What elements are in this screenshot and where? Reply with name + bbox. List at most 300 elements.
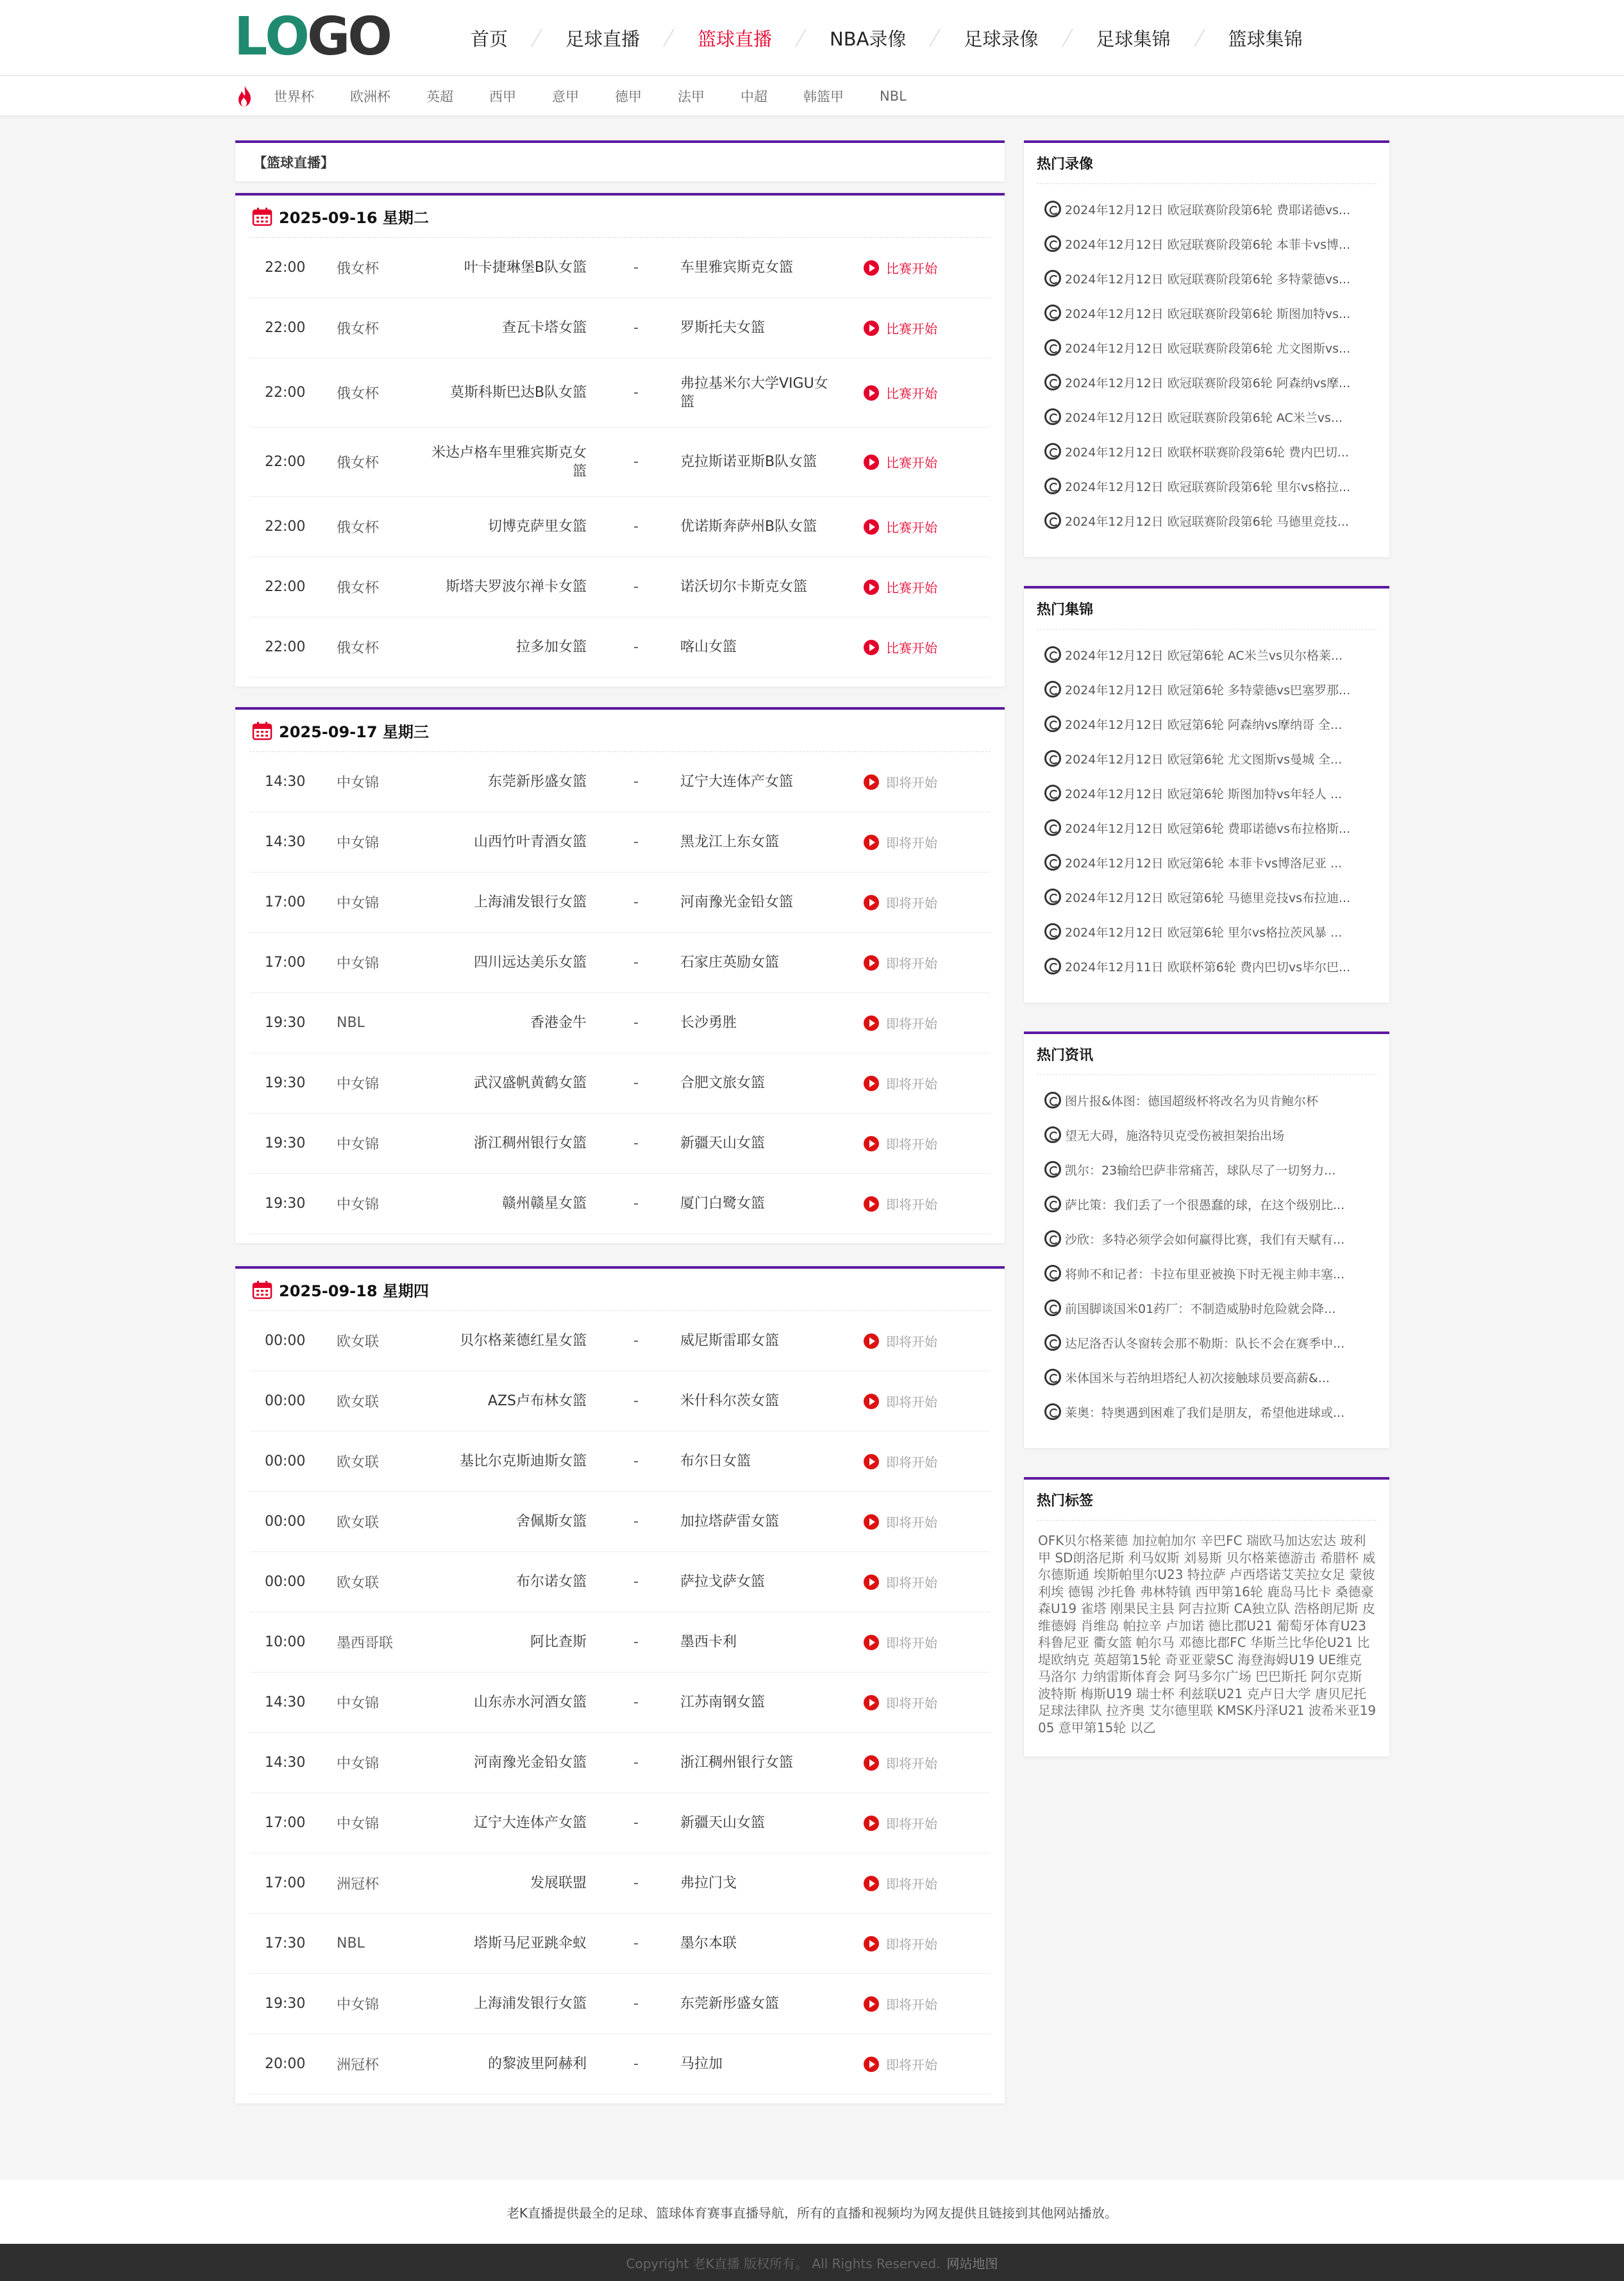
away-team[interactable]: 墨尔本联 [680, 1935, 737, 1951]
hot-news-panel [1024, 1032, 1389, 1448]
hot-news-title: 热门资讯 [1037, 1034, 1377, 1075]
match-status-button[interactable] [864, 1452, 937, 1471]
play-icon [864, 1695, 879, 1710]
replay-icon [1044, 270, 1061, 287]
home-team[interactable]: 浙江稠州银行女篮 [473, 1135, 587, 1151]
sidebar-item-label: 达尼洛否认冬窗转会那不勒斯：队长不会在赛季中... [1065, 1336, 1345, 1351]
match-row[interactable] [249, 1174, 991, 1234]
replay-icon [1044, 646, 1061, 663]
match-time: 00:00 [265, 1574, 306, 1590]
match-status-button[interactable] [864, 517, 937, 536]
away-team[interactable]: 马拉加 [680, 2056, 723, 2072]
home-team[interactable]: 的黎波里阿赫利 [487, 2056, 587, 2072]
nav-item-3[interactable]: NBA录像 [830, 28, 907, 50]
day-date: 2025-09-18 星期四 [279, 1282, 429, 1300]
match-status-button[interactable] [864, 1633, 937, 1651]
sidebar-list-item[interactable] [1044, 1291, 1377, 1325]
footer-description [0, 2180, 1624, 2244]
vs-dash: - [633, 519, 639, 535]
replay-icon [1044, 1161, 1061, 1178]
away-team[interactable]: 新疆天山女篮 [680, 1135, 766, 1151]
replay-icon [1044, 1265, 1061, 1282]
subnav-item-0[interactable]: 世界杯 [274, 89, 314, 104]
away-team[interactable]: 厦门白鹭女篮 [680, 1196, 766, 1212]
match-status-button[interactable] [864, 1332, 937, 1350]
match-status-button[interactable] [864, 383, 937, 402]
match-status-button[interactable] [864, 1693, 937, 1712]
nav-item-6[interactable]: 篮球集锦 [1228, 28, 1303, 50]
match-status-label: 即将开始 [886, 2057, 937, 2073]
away-team[interactable]: 罗斯托夫女篮 [680, 320, 766, 336]
match-time: 17:00 [265, 894, 306, 910]
sidebar-item-label: 2024年12月12日 欧联杯联赛阶段第6轮 费内巴切... [1065, 445, 1349, 460]
away-team[interactable]: 诺沃切尔卡斯克女篮 [680, 579, 808, 595]
sidebar-item-label: 2024年12月12日 欧冠第6轮 多特蒙德vs巴塞罗那... [1065, 683, 1351, 698]
replay-icon [1044, 1334, 1061, 1351]
sidebar-item-label: 萨比策：我们丢了一个很愚蠢的球，在这个级别比... [1065, 1198, 1345, 1212]
match-row[interactable] [249, 298, 991, 358]
replay-icon [1044, 374, 1061, 390]
match-status-label: 即将开始 [886, 1137, 937, 1152]
sidebar-item-label: 2024年12月11日 欧联杯第6轮 费内巴切vs毕尔巴... [1065, 960, 1351, 974]
away-team[interactable]: 布尔日女篮 [680, 1453, 751, 1469]
play-icon [864, 321, 879, 336]
sidebar-item-label: 2024年12月12日 欧冠第6轮 本菲卡vs博洛尼亚 ... [1065, 856, 1343, 871]
match-status-button[interactable] [864, 1573, 937, 1591]
home-team[interactable]: 四川远达美乐女篮 [473, 955, 587, 971]
match-row[interactable] [249, 1371, 991, 1432]
match-row[interactable] [249, 2034, 991, 2094]
vs-dash: - [633, 1634, 639, 1650]
sidebar-item-label: 2024年12月12日 欧冠第6轮 费耶诺德vs布拉格斯... [1065, 821, 1351, 836]
home-team[interactable]: 斯塔夫罗波尔禅卡女篮 [445, 579, 587, 595]
match-row[interactable] [249, 557, 991, 617]
sidebar-list-item[interactable] [1044, 1187, 1377, 1221]
match-league[interactable]: 中女锦 [337, 1197, 380, 1213]
vs-dash: - [633, 834, 639, 850]
day-header [249, 1269, 991, 1311]
match-row[interactable] [249, 1053, 991, 1114]
subnav-item-3[interactable]: 西甲 [489, 89, 516, 104]
sidebar-list-item[interactable] [1044, 914, 1377, 949]
match-time: 14:30 [265, 1694, 306, 1710]
subnav-item-9[interactable]: NBL [880, 88, 907, 104]
match-time: 22:00 [265, 260, 306, 276]
match-row[interactable] [249, 1853, 991, 1914]
match-time: 17:00 [265, 1815, 306, 1831]
away-team[interactable]: 米什科尔茨女篮 [680, 1393, 780, 1409]
home-team[interactable]: 查瓦卡塔女篮 [501, 320, 587, 336]
match-league[interactable]: 俄女杯 [337, 640, 380, 656]
replay-icon [1044, 1299, 1061, 1316]
home-team[interactable]: 武汉盛帆黄鹤女篮 [473, 1075, 587, 1091]
home-team[interactable]: 上海浦发银行女篮 [473, 1996, 587, 2012]
away-team[interactable]: 黑龙江上东女篮 [680, 834, 780, 850]
vs-dash: - [633, 454, 639, 470]
sidebar-list-item[interactable] [1044, 1117, 1377, 1152]
match-status-button[interactable] [864, 638, 937, 656]
match-time: 00:00 [265, 1514, 306, 1530]
play-icon [864, 640, 879, 655]
subnav-item-1[interactable]: 欧洲杯 [350, 89, 390, 104]
match-league[interactable]: 俄女杯 [337, 321, 380, 337]
vs-dash: - [633, 1694, 639, 1710]
match-status-label: 比赛开始 [886, 386, 937, 401]
hot-tags-list[interactable]: OFK贝尔格莱德 加拉帕加尔 辛巴FC 瑞欧马加达宏达 玻利甲 SD朗洛尼斯 利马奴斯 刘易斯 贝尔格莱德游击 希腊杯 威尔德斯通 埃斯帕里尔U23 特拉萨 卢西塔诺艾芙拉女足 蒙彼利埃 德锡 沙托鲁 弗林特镇 西甲第16轮 鹿岛马比卡 桑德豪森U19 雀塔 刚果民主县 阿吉拉斯 CA独立队 浩格朗尼斯 皮维德姆 肖维岛 帕拉辛 卢加诺 德比郡U21 葡萄牙体育U23 科鲁尼亚 衢女篮 帕尔马 邓德比郡FC 华斯兰比华伦U21 比堤欧纳克 英超第15轮 奇亚亚蒙SC 海登海姆U19 UE维克 马洛尔 力纳雷斯体育会 阿马多尔广场 巴巴斯托 阿尔克斯 波特斯 梅斯U19 瑞士杯 利兹联U21 克卢日大学 唐贝尼托 足球法律队 拉齐奥 艾尔德里联 KMSK丹泽U21 波希米亚1905 意甲第15轮 以乙 [1038, 1533, 1377, 1735]
replay-icon [1044, 1092, 1061, 1108]
match-status-button[interactable] [864, 258, 937, 277]
match-status-label: 比赛开始 [886, 640, 937, 656]
match-league[interactable]: 中女锦 [337, 1816, 380, 1832]
match-time: 10:00 [265, 1634, 306, 1650]
nav-item-2[interactable]: 篮球直播 [698, 28, 773, 50]
match-time: 14:30 [265, 774, 306, 790]
home-team[interactable]: 叶卡捷琳堡B队女篮 [464, 260, 587, 276]
hot-highlights-title: 热门集锦 [1037, 589, 1377, 630]
play-icon [864, 955, 879, 971]
home-team[interactable]: 河南豫光金铅女篮 [473, 1755, 587, 1771]
sidebar-item-label: 图片报&体图：德国超级杯将改名为贝肯鲍尔杯 [1065, 1094, 1318, 1108]
sidebar-list-item[interactable] [1044, 503, 1377, 538]
away-team[interactable]: 加拉塔萨雷女篮 [680, 1514, 780, 1530]
match-status-button[interactable] [864, 578, 937, 596]
match-league[interactable]: 欧女联 [337, 1334, 380, 1350]
day-panel [235, 193, 1005, 687]
home-team[interactable]: 赣州赣星女篮 [501, 1196, 587, 1212]
sidebar-list-item[interactable] [1044, 637, 1377, 672]
vs-dash: - [633, 1935, 639, 1951]
sidebar-list-item[interactable] [1044, 1360, 1377, 1394]
sidebar-item-label: 前国脚谈国米01药厂：不制造威胁时危险就会降... [1065, 1301, 1336, 1316]
match-league[interactable]: 欧女联 [337, 1394, 380, 1410]
match-status-label: 比赛开始 [886, 580, 937, 596]
match-time: 20:00 [265, 2056, 306, 2072]
sidebar-list-item[interactable] [1044, 1152, 1377, 1187]
match-row[interactable] [249, 1733, 991, 1793]
match-status-button[interactable] [864, 953, 937, 972]
match-row[interactable] [249, 993, 991, 1053]
match-status-label: 即将开始 [886, 896, 937, 911]
replay-icon [1044, 923, 1061, 940]
subnav-item-7[interactable]: 中超 [741, 89, 767, 104]
day-date: 2025-09-17 星期三 [279, 723, 429, 741]
away-team[interactable]: 墨西卡利 [680, 1634, 737, 1650]
hot-tags-panel [1024, 1477, 1389, 1757]
match-status-button[interactable] [864, 1074, 937, 1092]
match-status-button[interactable] [864, 453, 937, 471]
away-team[interactable]: 江苏南钢女篮 [680, 1694, 766, 1710]
match-league[interactable]: 中女锦 [337, 1137, 380, 1153]
match-league[interactable]: 中女锦 [337, 835, 380, 851]
home-team[interactable]: 拉多加女篮 [515, 639, 587, 655]
away-team[interactable]: 辽宁大连体产女篮 [680, 774, 794, 790]
away-team[interactable]: 长沙勇胜 [680, 1015, 737, 1031]
sidebar-list-item[interactable] [1044, 845, 1377, 880]
match-row[interactable] [249, 1612, 991, 1673]
away-team[interactable]: 浙江稠州银行女篮 [680, 1755, 794, 1771]
match-status-button[interactable] [864, 773, 937, 791]
nav-item-0[interactable]: 首页 [471, 28, 508, 50]
match-status-label: 即将开始 [886, 1515, 937, 1530]
replay-icon [1044, 235, 1061, 252]
match-league[interactable]: 俄女杯 [337, 455, 380, 471]
match-league[interactable]: 中女锦 [337, 896, 380, 912]
match-row[interactable] [249, 933, 991, 993]
sidebar-item-label: 2024年12月12日 欧冠联赛阶段第6轮 斯图加特vs... [1065, 306, 1351, 321]
away-team[interactable]: 新疆天山女篮 [680, 1815, 766, 1831]
sidebar-item-label: 2024年12月12日 欧冠联赛阶段第6轮 里尔vs格拉... [1065, 480, 1351, 494]
replay-icon [1044, 408, 1061, 425]
match-status-button[interactable] [864, 2055, 937, 2073]
sidebar-item-label: 2024年12月12日 欧冠第6轮 AC米兰vs贝尔格莱... [1065, 648, 1343, 663]
home-team[interactable]: 发展联盟 [530, 1875, 587, 1891]
sidebar-list-item[interactable] [1044, 1221, 1377, 1256]
sidebar-item-label: 2024年12月12日 欧冠联赛阶段第6轮 尤文图斯vs... [1065, 341, 1351, 356]
match-row[interactable] [249, 1793, 991, 1853]
vs-dash: - [633, 2056, 639, 2072]
match-time: 22:00 [265, 320, 306, 336]
match-status-button[interactable] [864, 1392, 937, 1410]
sidebar-item-label: 2024年12月12日 欧冠第6轮 马德里竞技vs布拉迪... [1065, 890, 1351, 905]
match-status-label: 即将开始 [886, 1394, 937, 1410]
calendar-icon [252, 207, 272, 226]
match-league[interactable]: NBL [337, 1935, 365, 1951]
match-row[interactable] [249, 617, 991, 678]
home-team[interactable]: 阿比查斯 [530, 1634, 587, 1650]
match-time: 17:00 [265, 1875, 306, 1891]
match-row[interactable] [249, 1492, 991, 1552]
replay-icon [1044, 854, 1061, 871]
match-row[interactable] [249, 1974, 991, 2034]
replay-icon [1044, 819, 1061, 836]
match-league[interactable]: 中女锦 [337, 1756, 380, 1772]
match-status-button[interactable] [864, 1134, 937, 1153]
away-team[interactable]: 威尼斯雷耶女篮 [680, 1333, 780, 1349]
nav-item-4[interactable]: 足球录像 [964, 28, 1039, 50]
home-team[interactable]: 米达卢格车里雅宾斯克女篮 [431, 444, 587, 480]
replay-icon [1044, 1196, 1061, 1212]
match-row[interactable] [249, 238, 991, 298]
calendar-icon [252, 721, 272, 740]
play-icon [864, 580, 879, 595]
home-team[interactable]: AZS卢布林女篮 [487, 1393, 587, 1409]
sidebar-list-item[interactable] [1044, 1325, 1377, 1360]
subnav-item-8[interactable]: 韩篮甲 [803, 89, 844, 104]
match-status-button[interactable] [864, 1753, 937, 1772]
match-row[interactable] [249, 873, 991, 933]
match-row[interactable] [249, 812, 991, 873]
match-league[interactable]: 欧女联 [337, 1575, 380, 1591]
sidebar-list-item[interactable] [1044, 741, 1377, 776]
match-league[interactable]: 洲冠杯 [337, 2057, 380, 2073]
copyright-text: Copyright 老K直播 版权所有。 All Rights Reserved. [626, 2255, 941, 2271]
match-status-button[interactable] [864, 1814, 937, 1832]
home-team[interactable]: 基比尔克斯迪斯女篮 [459, 1453, 587, 1469]
vs-dash: - [633, 1815, 639, 1831]
match-status-label: 比赛开始 [886, 520, 937, 535]
sitemap-link[interactable]: 网站地图 [946, 2255, 998, 2271]
match-status-button[interactable] [864, 1934, 937, 1953]
match-league[interactable]: 欧女联 [337, 1455, 380, 1471]
sidebar-list-item[interactable] [1044, 296, 1377, 330]
replay-icon [1044, 478, 1061, 494]
sidebar-list-item[interactable] [1044, 1394, 1377, 1429]
home-team[interactable]: 贝尔格莱德红星女篮 [459, 1333, 587, 1349]
match-status-button[interactable] [864, 893, 937, 912]
away-team[interactable]: 东莞新彤盛女篮 [680, 1996, 780, 2012]
match-time: 19:30 [265, 1075, 306, 1091]
vs-dash: - [633, 1075, 639, 1091]
sidebar-list-item[interactable] [1044, 330, 1377, 365]
match-league[interactable]: 俄女杯 [337, 261, 380, 277]
sidebar-list-item[interactable] [1044, 226, 1377, 261]
replay-icon [1044, 512, 1061, 529]
play-icon [864, 2057, 879, 2072]
sidebar-list-item[interactable] [1044, 880, 1377, 914]
replay-icon [1044, 339, 1061, 356]
play-icon [864, 1996, 879, 2012]
match-league[interactable]: 俄女杯 [337, 386, 380, 402]
match-time: 22:00 [265, 454, 306, 470]
home-team[interactable]: 切博克萨里女篮 [487, 519, 587, 535]
sidebar-list-item[interactable] [1044, 706, 1377, 741]
sidebar-list-item[interactable] [1044, 1083, 1377, 1117]
sidebar-list-item[interactable] [1044, 365, 1377, 399]
sidebar-list-item[interactable] [1044, 261, 1377, 296]
match-time: 19:30 [265, 1135, 306, 1151]
home-team[interactable]: 莫斯科斯巴达B队女篮 [449, 385, 587, 401]
sidebar-item-label: 凯尔：23输给巴萨非常痛苦，球队尽了一切努力... [1065, 1163, 1336, 1178]
match-row[interactable] [249, 358, 991, 428]
hot-videos-title: 热门录像 [1037, 143, 1377, 184]
day-panel [235, 1266, 1005, 2103]
match-status-label: 即将开始 [886, 1937, 937, 1952]
play-icon [864, 1816, 879, 1831]
match-league[interactable]: 中女锦 [337, 956, 380, 972]
match-league[interactable]: 中女锦 [337, 1997, 380, 2013]
match-time: 00:00 [265, 1333, 306, 1349]
match-league[interactable]: 中女锦 [337, 1076, 380, 1092]
match-league[interactable]: 俄女杯 [337, 580, 380, 596]
sidebar-list-item[interactable] [1044, 949, 1377, 983]
sidebar-list-item[interactable] [1044, 1256, 1377, 1291]
site-logo[interactable]: L O G O [234, 6, 390, 67]
vs-dash: - [633, 260, 639, 276]
away-team[interactable]: 车里雅宾斯克女篮 [680, 260, 794, 276]
play-icon [864, 1876, 879, 1891]
subnav-item-5[interactable]: 德甲 [615, 89, 642, 104]
home-team[interactable]: 山东赤水河酒女篮 [473, 1694, 587, 1710]
match-row[interactable] [249, 1311, 991, 1371]
match-league[interactable]: 中女锦 [337, 775, 380, 791]
sidebar-list-item[interactable] [1044, 672, 1377, 706]
nav-item-5[interactable]: 足球集锦 [1096, 28, 1171, 50]
match-time: 17:30 [265, 1935, 306, 1951]
match-row[interactable] [249, 1914, 991, 1974]
match-row[interactable] [249, 1114, 991, 1174]
match-status-button[interactable] [864, 1874, 937, 1892]
match-row[interactable] [249, 497, 991, 557]
match-league[interactable]: 俄女杯 [337, 520, 380, 536]
home-team[interactable]: 东莞新彤盛女篮 [487, 774, 587, 790]
subnav-item-4[interactable]: 意甲 [552, 89, 579, 104]
sidebar-list-item[interactable] [1044, 399, 1377, 434]
replay-icon [1044, 1230, 1061, 1247]
away-team[interactable]: 弗拉基米尔大学VIGU女篮 [680, 375, 828, 410]
match-row[interactable] [249, 1673, 991, 1733]
match-league[interactable]: 中女锦 [337, 1696, 380, 1712]
sidebar-item-label: 沙欣：多特必须学会如何赢得比赛，我们有天赋有... [1065, 1232, 1345, 1247]
home-team[interactable]: 辽宁大连体产女篮 [473, 1815, 587, 1831]
sidebar-item-label: 望无大碍，施洛特贝克受伤被担架抬出场 [1065, 1128, 1285, 1143]
sidebar-list-item[interactable] [1044, 469, 1377, 503]
away-team[interactable]: 克拉斯诺亚斯B队女篮 [680, 454, 817, 470]
away-team[interactable]: 优诺斯奔萨州B队女篮 [680, 519, 817, 535]
vs-dash: - [633, 320, 639, 336]
subnav-item-2[interactable]: 英超 [426, 89, 453, 104]
match-row[interactable] [249, 428, 991, 497]
match-status-button[interactable] [864, 1994, 937, 2013]
home-team[interactable]: 香港金牛 [530, 1015, 587, 1031]
home-team[interactable]: 塔斯马尼亚跳伞蚁 [473, 1935, 587, 1951]
away-team[interactable]: 喀山女篮 [680, 639, 737, 655]
match-status-label: 即将开始 [886, 1455, 937, 1470]
sidebar-list-item[interactable] [1044, 776, 1377, 810]
match-status-label: 比赛开始 [886, 455, 937, 471]
match-time: 17:00 [265, 955, 306, 971]
away-team[interactable]: 弗拉门戈 [680, 1875, 737, 1891]
away-team[interactable]: 石家庄英励女篮 [680, 955, 780, 971]
hot-tags-title: 热门标签 [1037, 1480, 1377, 1521]
match-row[interactable] [249, 1432, 991, 1492]
play-icon [864, 385, 879, 401]
home-team[interactable]: 山西竹叶青酒女篮 [473, 834, 587, 850]
day-header [249, 710, 991, 752]
home-team[interactable]: 上海浦发银行女篮 [473, 894, 587, 910]
match-league[interactable]: 欧女联 [337, 1515, 380, 1531]
match-row[interactable] [249, 752, 991, 812]
vs-dash: - [633, 1015, 639, 1031]
away-team[interactable]: 萨拉戈萨女篮 [680, 1574, 766, 1590]
match-status-button[interactable] [864, 319, 937, 337]
match-row[interactable] [249, 1552, 991, 1612]
home-team[interactable]: 舍佩斯女篮 [515, 1514, 587, 1530]
nav-item-1[interactable]: 足球直播 [565, 28, 640, 50]
match-status-label: 即将开始 [886, 775, 937, 790]
away-team[interactable]: 河南豫光金铅女篮 [680, 894, 794, 910]
vs-dash: - [633, 1574, 639, 1590]
match-time: 22:00 [265, 579, 306, 595]
calendar-icon [252, 1280, 272, 1299]
main-nav [442, 0, 1331, 76]
sidebar-item-label: 2024年12月12日 欧冠联赛阶段第6轮 费耶诺德vs... [1065, 203, 1351, 217]
match-status-button[interactable] [864, 833, 937, 851]
home-team[interactable]: 布尔诺女篮 [515, 1574, 587, 1590]
match-league[interactable]: 洲冠杯 [337, 1876, 380, 1892]
sidebar-list-item[interactable] [1044, 810, 1377, 845]
sidebar-list-item[interactable] [1044, 192, 1377, 226]
sidebar-item-label: 2024年12月12日 欧冠联赛阶段第6轮 本菲卡vs博... [1065, 237, 1351, 252]
match-status-button[interactable] [864, 1014, 937, 1032]
away-team[interactable]: 合肥文旅女篮 [680, 1075, 766, 1091]
subnav-item-6[interactable]: 法甲 [678, 89, 705, 104]
match-status-button[interactable] [864, 1194, 937, 1213]
match-league[interactable]: 墨西哥联 [337, 1635, 394, 1651]
match-status-button[interactable] [864, 1512, 937, 1531]
match-status-label: 比赛开始 [886, 321, 937, 337]
sidebar-list-item[interactable] [1044, 434, 1377, 469]
match-league[interactable]: NBL [337, 1015, 365, 1031]
